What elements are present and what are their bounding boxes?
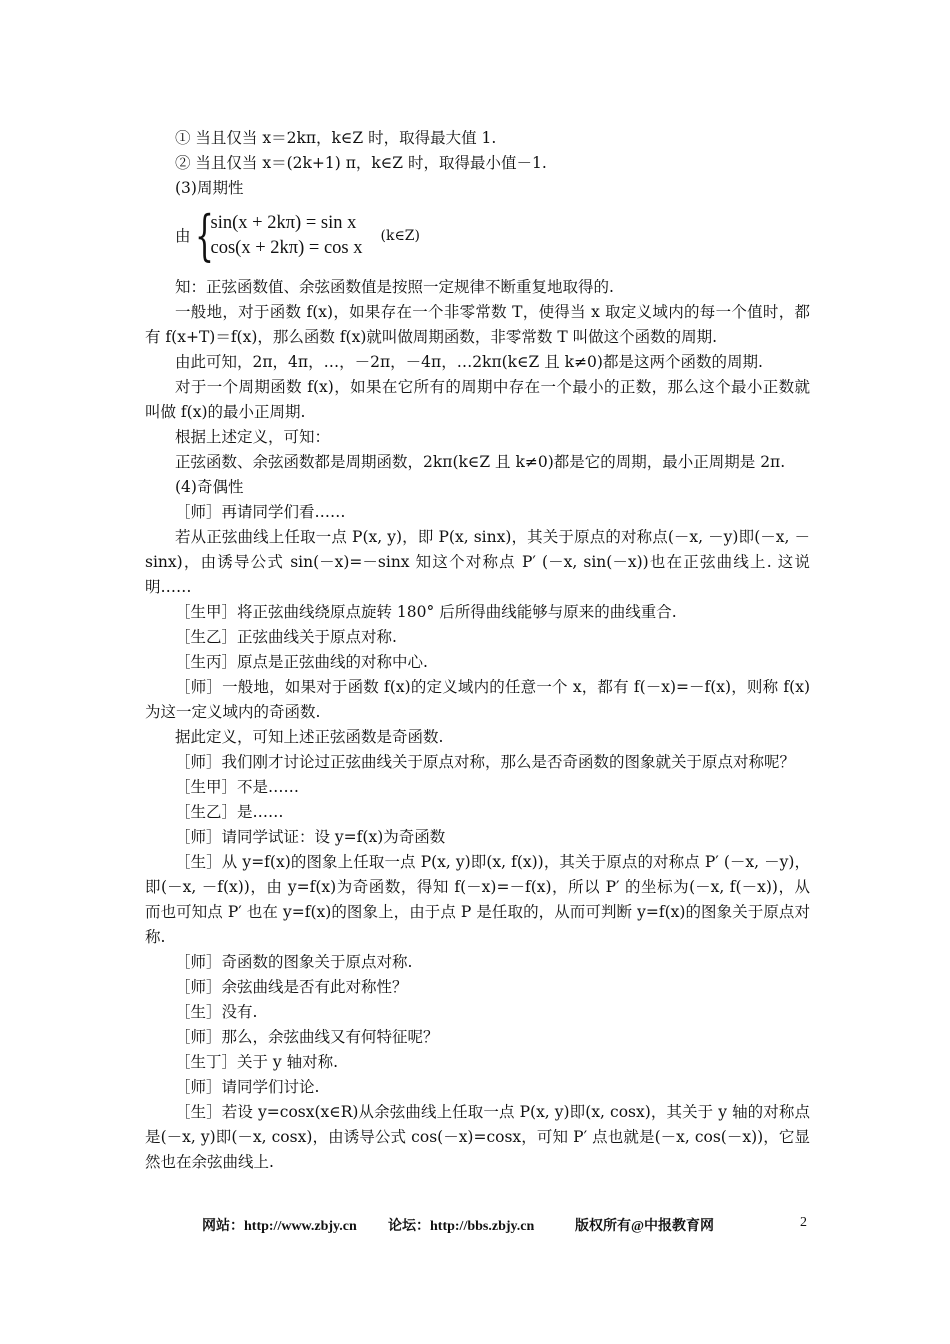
paragraph: ［生甲］不是…… <box>175 778 300 796</box>
max-value-line: ① 当且仅当 x＝2kπ，k∈Z 时，取得最大值 1. <box>175 129 497 147</box>
paragraph: ［师］那么，余弦曲线又有何特征呢？ <box>175 1028 439 1046</box>
equation-system <box>175 204 810 267</box>
paragraph: ［师］再请同学们看…… <box>175 503 346 521</box>
paragraph: ［生丙］原点是正弦曲线的对称中心. <box>175 653 428 671</box>
paragraph: ［生］若设 y=cosx(x∈R)从余弦曲线上任取一点 P(x, y)即(x, cosx)，其关于 y 轴的对称点是(－x, y)即(－x, cosx)，由诱导公式 cos(－x)=cosx，可知 P′ 点也就是(－x, cos(－x))，它显然也在余弦曲线上. <box>145 1103 810 1171</box>
document-body <box>145 126 810 1175</box>
page-footer <box>0 1215 950 1241</box>
equation-lines <box>211 211 363 261</box>
paragraph: ［师］请同学试证：设 y=f(x)为奇函数 <box>175 828 446 846</box>
paragraph: ［师］我们刚才讨论过正弦曲线关于原点对称，那么是否奇函数的图象就关于原点对称呢？ <box>175 753 796 771</box>
equation-cos: cos(x + 2kπ) = cos x <box>210 238 363 258</box>
footer-forum-link[interactable]: 论坛：http://bbs.zbjy.cn <box>388 1219 535 1234</box>
paragraph: 知：正弦函数值、余弦函数值是按照一定规律不断重复地取得的. <box>175 278 614 296</box>
footer-site-link[interactable]: 网站：http://www.zbjy.cn <box>202 1219 357 1234</box>
paragraph: 据此定义，可知上述正弦函数是奇函数. <box>175 728 444 746</box>
page-number: 2 <box>800 1215 807 1230</box>
min-value-line: ② 当且仅当 x＝(2k+1) π，k∈Z 时，取得最小值－1. <box>175 154 547 172</box>
paragraph: ［生乙］正弦曲线关于原点对称. <box>175 628 397 646</box>
paragraph: 正弦函数、余弦函数都是周期函数，2kπ(k∈Z 且 k≠0)都是它的周期，最小正周期是 2π. <box>175 453 786 471</box>
paragraph: 对于一个周期函数 f(x)，如果在它所有的周期中存在一个最小的正数，那么这个最小正数就叫做 f(x)的最小正周期. <box>145 378 810 421</box>
paragraph: ［师］奇函数的图象关于原点对称. <box>175 953 413 971</box>
section-periodicity: (3)周期性 <box>175 179 244 197</box>
paragraph: ［生丁］关于 y 轴对称. <box>175 1053 339 1071</box>
section-parity: (4)奇偶性 <box>175 478 244 496</box>
paragraph: ［生］没有. <box>175 1003 258 1021</box>
footer-copyright: 版权所有@中报教育网 <box>575 1219 715 1234</box>
equation-prefix: 由 <box>175 226 191 245</box>
paragraph: ［师］余弦曲线是否有此对称性？ <box>175 978 408 996</box>
paragraph: 若从正弦曲线上任取一点 P(x, y)，即 P(x, sinx)，其关于原点的对称点(－x, －y)即(－x, －sinx)，由诱导公式 sin(－x)=－sinx 知这个对称点 P′ (－x, sin(－x))也在正弦曲线上. 这说明…… <box>145 528 810 596</box>
paragraph: 由此可知，2π，4π，…，－2π，－4π，…2kπ(k∈Z 且 k≠0)都是这两个函数的周期. <box>175 353 763 371</box>
paragraph: ［师］请同学们讨论. <box>175 1078 320 1096</box>
equation-sin: sin(x + 2kπ) = sin x <box>210 213 357 233</box>
paragraph: ［生甲］将正弦曲线绕原点旋转 180° 后所得曲线能够与原来的曲线重合. <box>175 603 677 621</box>
paragraph: ［师］一般地，如果对于函数 f(x)的定义域内的任意一个 x，都有 f(－x)=－f(x)，则称 f(x)为这一定义域内的奇函数. <box>145 678 810 721</box>
paragraph: 根据上述定义，可知： <box>175 428 331 446</box>
equation-condition: (k∈Z) <box>380 227 420 244</box>
paragraph: 一般地，对于函数 f(x)，如果存在一个非零常数 T，使得当 x 取定义域内的每一个值时，都有 f(x+T)＝f(x)，那么函数 f(x)就叫做周期函数，非零常数 T 叫做这个函数的周期. <box>145 303 810 346</box>
paragraph: ［生］从 y=f(x)的图象上任取一点 P(x, y)即(x, f(x))，其关于原点的对称点 P′ (－x, －y)，即(－x, －f(x))，由 y=f(x)为奇函数，得知 f(－x)=－f(x)，所以 P′ 的坐标为(－x, f(－x))，从而也可知点 P′ 也在 y=f(x)的图象上，由于点 P 是任取的，从而可判断 y=f(x)的图象关于原点对称. <box>145 853 810 946</box>
brace-icon: { <box>194 204 214 267</box>
paragraph: ［生乙］是…… <box>175 803 284 821</box>
